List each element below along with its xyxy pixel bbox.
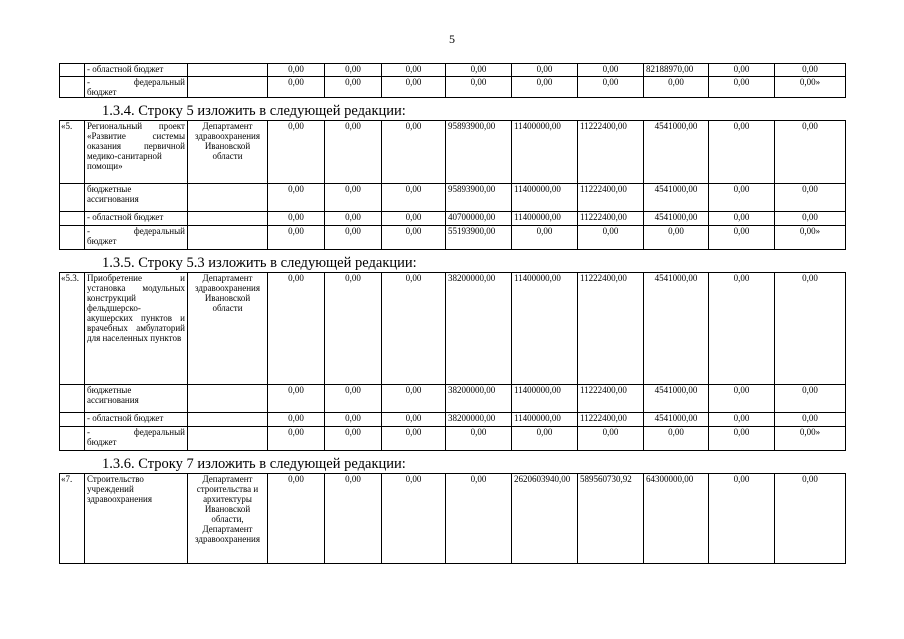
- value-cell: 0,00: [512, 77, 578, 98]
- row-name-cell: - областной бюджет: [85, 413, 188, 427]
- value-cell: 0,00: [512, 427, 578, 451]
- value-cell: 0,00: [512, 226, 578, 250]
- value-cell: 0,00: [382, 121, 446, 184]
- value-cell: 11400000,00: [512, 184, 578, 212]
- row-number-cell: [60, 64, 85, 77]
- value-cell: 95893900,00: [446, 184, 512, 212]
- value-cell: 0,00: [775, 121, 846, 184]
- value-cell: 0,00: [325, 184, 382, 212]
- value-cell: 0,00: [446, 427, 512, 451]
- row-name-word: федеральный: [133, 226, 185, 236]
- value-cell: 0,00: [775, 474, 846, 564]
- value-cell: 0,00: [268, 385, 325, 413]
- row-executor-cell: [188, 413, 268, 427]
- budget-table-row-5-3: [59, 272, 846, 451]
- value-cell: 11222400,00: [578, 121, 644, 184]
- value-cell: 4541000,00: [644, 121, 709, 184]
- value-cell: 0,00: [382, 184, 446, 212]
- value-cell: 11222400,00: [578, 273, 644, 385]
- value-cell: 0,00: [578, 77, 644, 98]
- value-cell: 0,00: [775, 64, 846, 77]
- value-cell: 0,00: [578, 64, 644, 77]
- table-row: [60, 474, 846, 564]
- row-name-cell: бюджетные ассигнования: [85, 184, 188, 212]
- value-cell: 0,00: [709, 273, 775, 385]
- value-cell: 38200000,00: [446, 273, 512, 385]
- value-cell: 0,00: [644, 77, 709, 98]
- row-name-tail: бюджет: [87, 87, 117, 98]
- row-executor-cell: Департамент строительства и архитектуры Ивановской области, Департамент здравоохранения: [188, 474, 268, 564]
- value-cell: 0,00: [325, 121, 382, 184]
- value-cell: 589560730,92: [578, 474, 644, 564]
- value-cell: 0,00: [382, 427, 446, 451]
- value-cell: 0,00: [709, 212, 775, 226]
- value-cell: 0,00: [775, 273, 846, 385]
- table-row: [60, 273, 846, 385]
- value-cell: 0,00: [325, 273, 382, 385]
- budget-table-row-7: [59, 473, 846, 564]
- row-name-cell: [85, 427, 188, 451]
- value-cell: 38200000,00: [446, 413, 512, 427]
- value-cell: 0,00: [709, 121, 775, 184]
- value-cell: 38200000,00: [446, 385, 512, 413]
- table-row: [60, 212, 846, 226]
- value-cell: 11400000,00: [512, 273, 578, 385]
- value-cell: 0,00: [268, 474, 325, 564]
- value-cell: 11222400,00: [578, 385, 644, 413]
- row-name-cell: Строительство учреждений здравоохранения: [85, 474, 188, 564]
- value-cell: 0,00: [382, 77, 446, 98]
- value-cell: 0,00: [775, 184, 846, 212]
- value-cell: 0,00: [382, 385, 446, 413]
- row-number-cell: [60, 226, 85, 250]
- value-cell: 0,00»: [775, 77, 846, 98]
- value-cell: 0,00: [775, 212, 846, 226]
- value-cell: 0,00: [709, 64, 775, 77]
- value-cell: 0,00: [325, 64, 382, 77]
- value-cell: 0,00: [325, 474, 382, 564]
- row-name-word: федеральный: [133, 77, 185, 87]
- value-cell: 0,00: [268, 64, 325, 77]
- value-cell: 11400000,00: [512, 413, 578, 427]
- value-cell: 0,00: [709, 77, 775, 98]
- value-cell: 0,00: [578, 226, 644, 250]
- value-cell: 0,00: [446, 77, 512, 98]
- table-row: [60, 226, 846, 250]
- value-cell: 0,00: [268, 184, 325, 212]
- row-number-cell: [60, 427, 85, 451]
- value-cell: 0,00: [446, 64, 512, 77]
- budget-table-top: [59, 63, 846, 98]
- value-cell: 0,00: [325, 77, 382, 98]
- value-cell: 11400000,00: [512, 212, 578, 226]
- row-name-dash: -: [87, 427, 90, 437]
- table-row: [60, 385, 846, 413]
- page-number: 5: [449, 32, 455, 46]
- value-cell: 11222400,00: [578, 212, 644, 226]
- value-cell: 0,00: [644, 226, 709, 250]
- value-cell: 0,00: [382, 474, 446, 564]
- table-row: [60, 184, 846, 212]
- row-number-cell: [60, 184, 85, 212]
- row-name-cell: [85, 77, 188, 98]
- row-number-cell: [60, 413, 85, 427]
- row-number-cell: [60, 77, 85, 98]
- value-cell: 0,00: [709, 427, 775, 451]
- value-cell: 0,00: [382, 64, 446, 77]
- value-cell: 11222400,00: [578, 184, 644, 212]
- row-number-cell: «5.: [60, 121, 85, 184]
- table-row: [60, 427, 846, 451]
- value-cell: 64300000,00: [644, 474, 709, 564]
- table-row: [60, 413, 846, 427]
- value-cell: 2620603940,00: [512, 474, 578, 564]
- section-heading: 1.3.4. Строку 5 изложить в следующей редакции:: [102, 103, 406, 119]
- row-name-cell: Приобретение и установка модульных конструкций фельдшерско-акушерских пунктов и врачебных амбулаторий для населенных пунктов: [85, 273, 188, 385]
- value-cell: 0,00: [644, 427, 709, 451]
- value-cell: 4541000,00: [644, 273, 709, 385]
- row-name-tail: бюджет: [87, 236, 117, 247]
- row-executor-cell: Департамент здравоохранения Ивановской области: [188, 273, 268, 385]
- row-name-cell: - областной бюджет: [85, 212, 188, 226]
- row-number-cell: [60, 212, 85, 226]
- value-cell: 4541000,00: [644, 184, 709, 212]
- value-cell: 0,00: [775, 413, 846, 427]
- row-executor-cell: [188, 77, 268, 98]
- row-name-cell: бюджетные ассигнования: [85, 385, 188, 413]
- value-cell: 0,00: [268, 273, 325, 385]
- value-cell: 11400000,00: [512, 121, 578, 184]
- row-number-cell: «5.3.: [60, 273, 85, 385]
- value-cell: 0,00: [325, 226, 382, 250]
- row-number-cell: «7.: [60, 474, 85, 564]
- value-cell: 11400000,00: [512, 385, 578, 413]
- value-cell: 0,00»: [775, 226, 846, 250]
- row-executor-cell: [188, 184, 268, 212]
- value-cell: 0,00: [268, 212, 325, 226]
- row-executor-cell: [188, 226, 268, 250]
- value-cell: 4541000,00: [644, 385, 709, 413]
- value-cell: 0,00: [709, 385, 775, 413]
- budget-table-row-5: [59, 120, 846, 250]
- row-number-cell: [60, 385, 85, 413]
- table-row: [60, 64, 846, 77]
- value-cell: 0,00: [382, 226, 446, 250]
- row-name-cell: - областной бюджет: [85, 64, 188, 77]
- value-cell: 0,00: [446, 474, 512, 564]
- value-cell: 11222400,00: [578, 413, 644, 427]
- row-executor-cell: [188, 212, 268, 226]
- row-name-cell: [85, 226, 188, 250]
- value-cell: 0,00: [325, 427, 382, 451]
- row-name-tail: бюджет: [87, 437, 117, 448]
- value-cell: 82188970,00: [644, 64, 709, 77]
- row-name-dash: -: [87, 226, 90, 236]
- row-executor-cell: [188, 64, 268, 77]
- value-cell: 0,00: [775, 385, 846, 413]
- row-name-cell: Региональный проект «Развитие системы оказания первичной медико-санитарной помощи»: [85, 121, 188, 184]
- row-name-word: федеральный: [133, 427, 185, 437]
- value-cell: 0,00: [709, 413, 775, 427]
- value-cell: 95893900,00: [446, 121, 512, 184]
- value-cell: 0,00: [709, 184, 775, 212]
- value-cell: 0,00: [578, 427, 644, 451]
- value-cell: 4541000,00: [644, 413, 709, 427]
- value-cell: 0,00: [382, 212, 446, 226]
- section-heading: 1.3.6. Строку 7 изложить в следующей редакции:: [102, 456, 406, 472]
- value-cell: 0,00: [325, 212, 382, 226]
- section-heading: 1.3.5. Строку 5.3 изложить в следующей редакции:: [102, 255, 417, 271]
- value-cell: 0,00: [382, 413, 446, 427]
- value-cell: 0,00: [512, 64, 578, 77]
- value-cell: 0,00: [325, 385, 382, 413]
- value-cell: 0,00: [268, 427, 325, 451]
- value-cell: 55193900,00: [446, 226, 512, 250]
- value-cell: 0,00: [709, 226, 775, 250]
- table-row: [60, 121, 846, 184]
- row-executor-cell: [188, 385, 268, 413]
- value-cell: 0,00: [268, 226, 325, 250]
- value-cell: 0,00: [709, 474, 775, 564]
- value-cell: 0,00: [268, 413, 325, 427]
- value-cell: 0,00: [268, 77, 325, 98]
- value-cell: 0,00: [325, 413, 382, 427]
- value-cell: 0,00: [268, 121, 325, 184]
- value-cell: 0,00: [382, 273, 446, 385]
- table-row: [60, 77, 846, 98]
- value-cell: 40700000,00: [446, 212, 512, 226]
- row-executor-cell: Департамент здравоохранения Ивановской области: [188, 121, 268, 184]
- value-cell: 4541000,00: [644, 212, 709, 226]
- value-cell: 0,00»: [775, 427, 846, 451]
- row-name-dash: -: [87, 77, 90, 87]
- row-executor-cell: [188, 427, 268, 451]
